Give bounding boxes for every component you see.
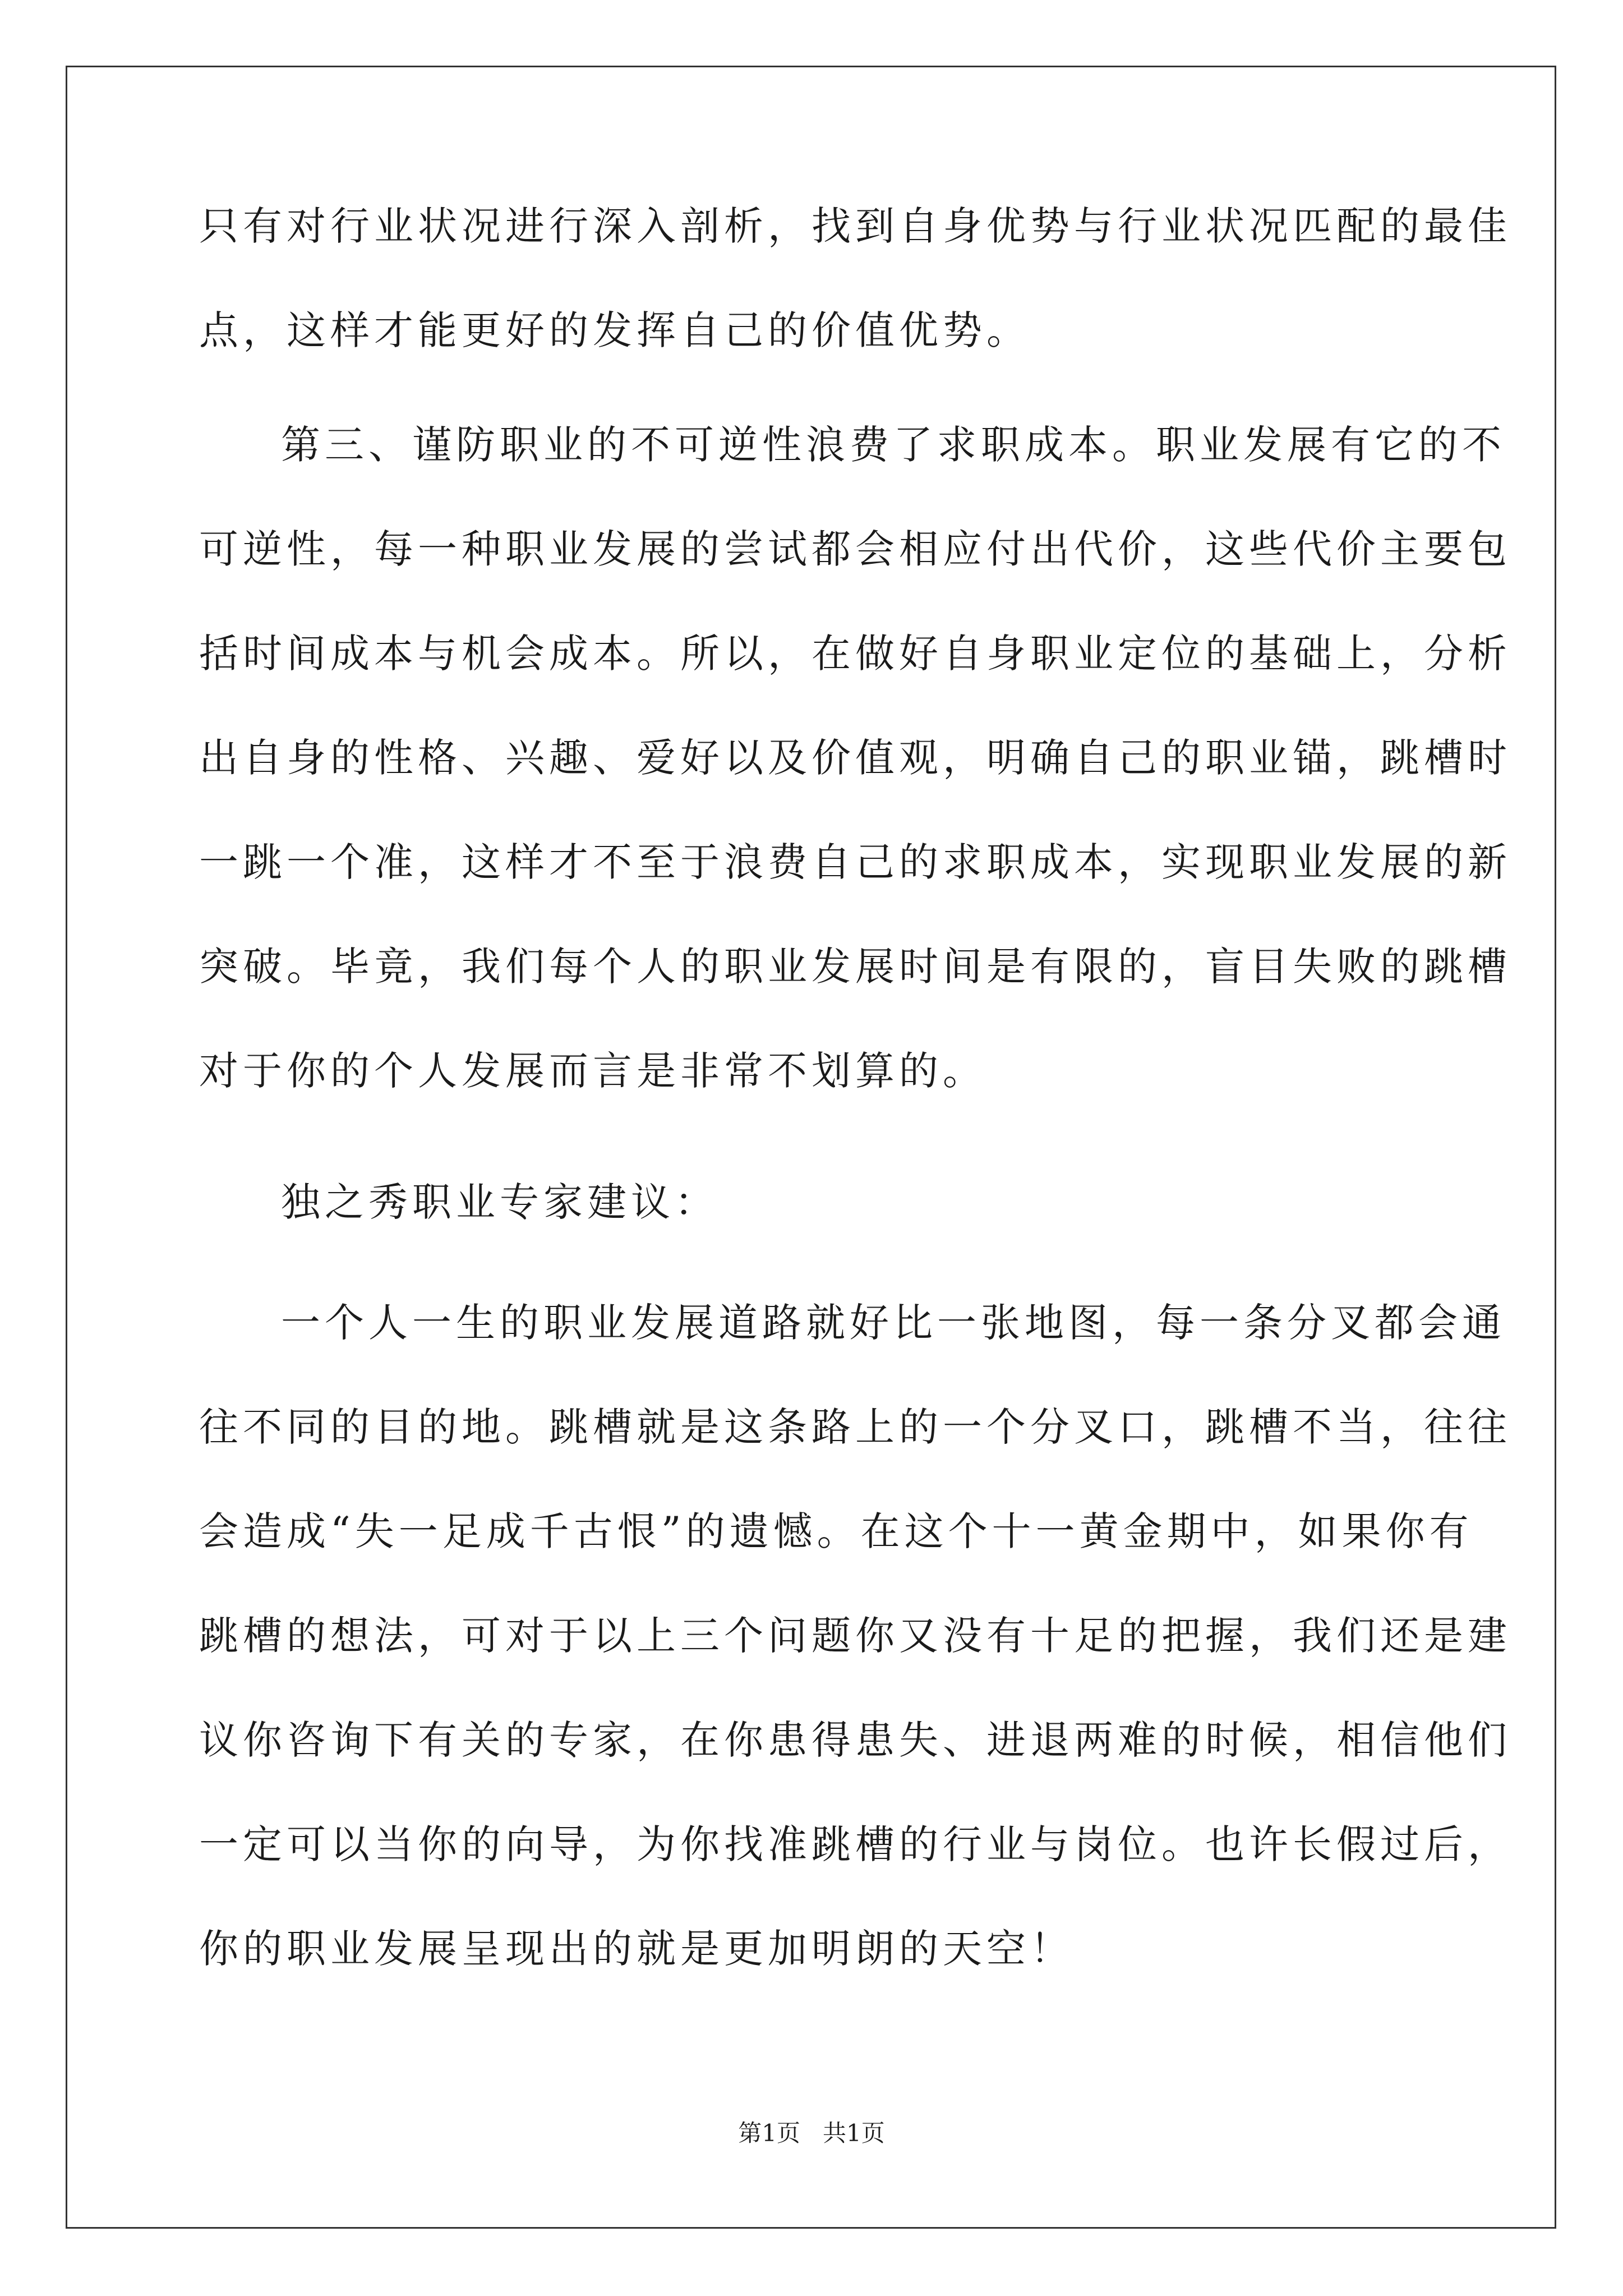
paragraph-line: 突破。毕竟，我们每个人的职业发展时间是有限的，盲目失败的跳槽 <box>199 944 1511 990</box>
paragraph-line: 跳槽的想法，可对于以上三个问题你又没有十足的把握，我们还是建 <box>199 1613 1511 1659</box>
paragraph-line: 议你咨询下有关的专家，在你患得患失、进退两难的时候，相信他们 <box>199 1717 1511 1763</box>
paragraph-line: 会造成“失一足成千古恨”的遗憾。在这个十一黄金期中，如果你有 <box>199 1508 1473 1554</box>
section-heading: 独之秀职业专家建议： <box>281 1179 718 1225</box>
paragraph-line: 第三、谨防职业的不可逆性浪费了求职成本。职业发展有它的不 <box>281 422 1506 468</box>
page-border <box>66 66 1556 2229</box>
paragraph-line: 只有对行业状况进行深入剖析，找到自身优势与行业状况匹配的最佳 <box>199 203 1511 249</box>
paragraph-line: 对于你的个人发展而言是非常不划算的。 <box>199 1048 986 1094</box>
paragraph-line: 括时间成本与机会成本。所以，在做好自身职业定位的基础上，分析 <box>199 631 1511 677</box>
paragraph-line: 一跳一个准，这样才不至于浪费自己的求职成本，实现职业发展的新 <box>199 839 1511 885</box>
paragraph-line: 点，这样才能更好的发挥自己的价值优势。 <box>199 307 1030 353</box>
paragraph-line: 往不同的目的地。跳槽就是这条路上的一个分叉口，跳槽不当，往往 <box>199 1404 1511 1450</box>
paragraph-line: 可逆性，每一种职业发展的尝试都会相应付出代价，这些代价主要包 <box>199 526 1511 572</box>
paragraph-line: 出自身的性格、兴趣、爱好以及价值观，明确自己的职业锚，跳槽时 <box>199 735 1511 781</box>
paragraph-line: 一个人一生的职业发展道路就好比一张地图，每一条分叉都会通 <box>281 1300 1506 1346</box>
page-number-footer: 第1页 共1页 <box>738 2119 885 2147</box>
paragraph-line: 你的职业发展呈现出的就是更加明朗的天空！ <box>199 1926 1074 1972</box>
paragraph-line: 一定可以当你的向导，为你找准跳槽的行业与岗位。也许长假过后， <box>199 1821 1511 1867</box>
